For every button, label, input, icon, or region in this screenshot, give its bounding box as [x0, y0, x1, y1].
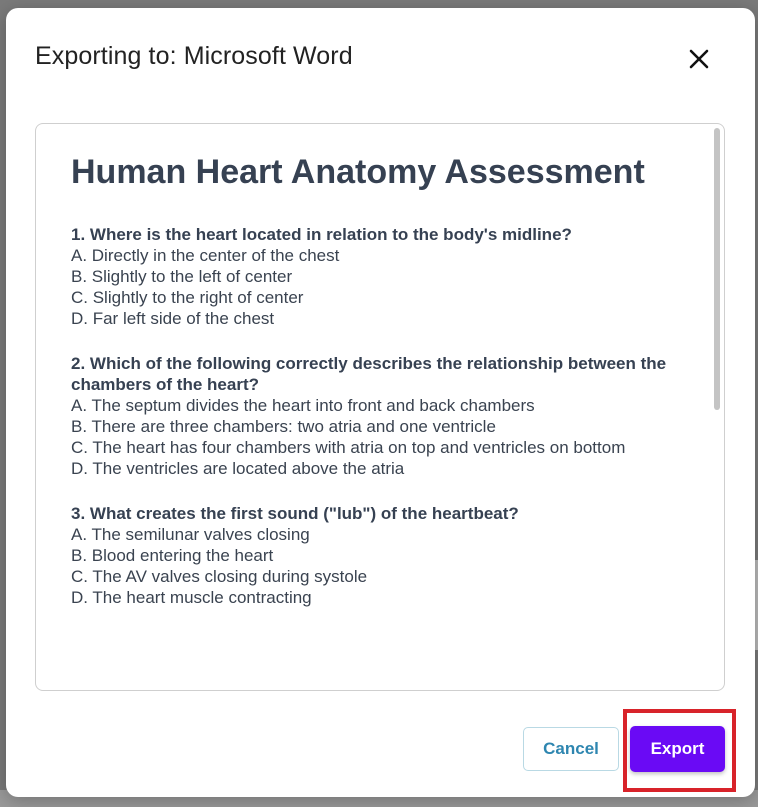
- answer-option: B. Blood entering the heart: [71, 546, 274, 565]
- answer-option: D. The heart muscle contracting: [71, 588, 312, 607]
- question-1: [71, 224, 681, 329]
- question-text: 1. Where is the heart located in relation to the body's midline?: [71, 225, 572, 244]
- preview-scrollbar[interactable]: [712, 126, 722, 686]
- close-button[interactable]: [682, 42, 716, 76]
- answer-option: A. The semilunar valves closing: [71, 525, 310, 544]
- question-2: [71, 353, 681, 479]
- scrollbar-thumb[interactable]: [714, 128, 720, 410]
- dialog-title: Exporting to: Microsoft Word: [35, 42, 353, 70]
- question-text: 3. What creates the first sound ("lub") of the heartbeat?: [71, 504, 519, 523]
- question-text: 2. Which of the following correctly describes the relationship between the chambers of the heart?: [71, 354, 667, 394]
- answer-option: C. The heart has four chambers with atria on top and ventricles on bottom: [71, 438, 626, 457]
- answer-option: B. There are three chambers: two atria and one ventricle: [71, 417, 496, 436]
- export-highlight-box: [623, 709, 736, 792]
- answer-option: B. Slightly to the left of center: [71, 267, 293, 286]
- document-preview[interactable]: [35, 123, 725, 691]
- document-title: Human Heart Anatomy Assessment: [71, 153, 645, 191]
- answer-option: A. Directly in the center of the chest: [71, 246, 340, 265]
- question-3: [71, 503, 681, 608]
- answer-option: C. Slightly to the right of center: [71, 288, 304, 307]
- answer-option: D. Far left side of the chest: [71, 309, 275, 328]
- answer-option: D. The ventricles are located above the atria: [71, 459, 405, 478]
- cancel-button[interactable]: Cancel: [523, 727, 619, 771]
- close-icon: [688, 48, 710, 70]
- answer-option: A. The septum divides the heart into front and back chambers: [71, 396, 535, 415]
- preview-content: [71, 146, 681, 632]
- export-dialog: [6, 8, 755, 797]
- export-button[interactable]: Export: [630, 726, 725, 772]
- answer-option: C. The AV valves closing during systole: [71, 567, 368, 586]
